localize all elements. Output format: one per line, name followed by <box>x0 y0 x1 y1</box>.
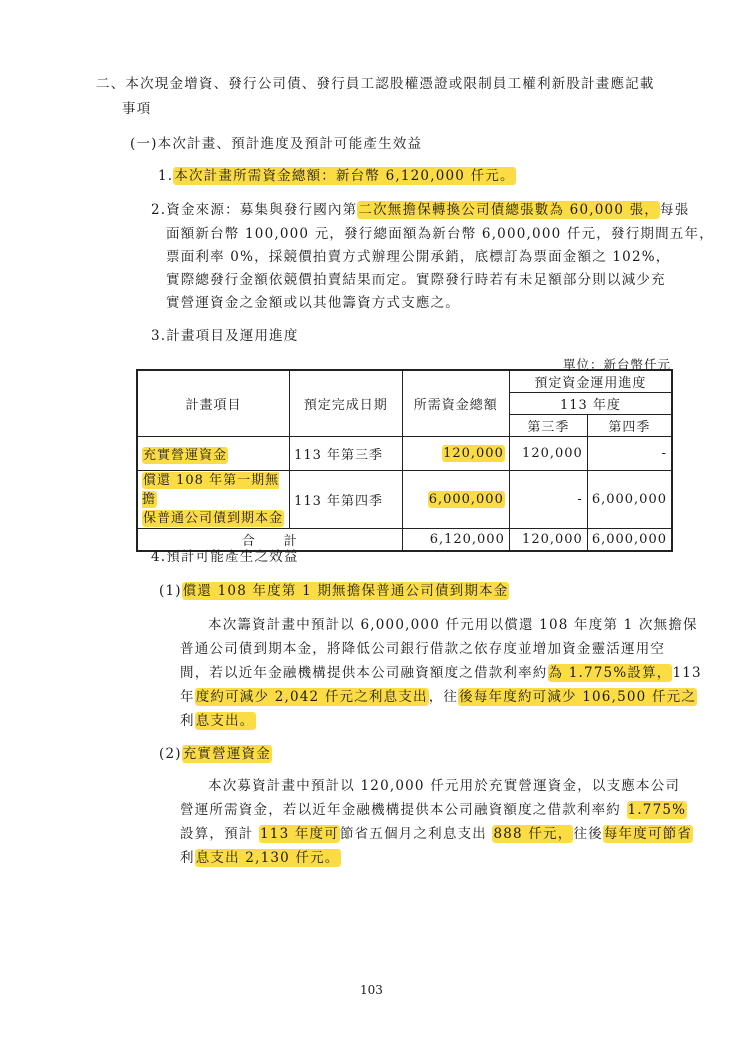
sub1-line4 <box>180 685 697 705</box>
cell-item <box>137 437 290 471</box>
sub1-highlight: 度約可減少 2,042 仟元之利息支出 <box>195 689 428 705</box>
sub1-text: 利 <box>180 713 195 729</box>
sub1-highlight: 後每年度約可減少 106,500 仟元之 <box>459 689 697 705</box>
header-item: 計畫項目 <box>137 370 290 437</box>
cell-date: 113 年第四季 <box>290 471 402 529</box>
header-q3: 第三季 <box>509 415 587 437</box>
sub1-highlight: 息支出。 <box>195 713 255 729</box>
cell-q3: 120,000 <box>509 437 587 471</box>
header-year: 113 年度 <box>509 393 672 415</box>
sub2-num: (2) <box>159 746 182 762</box>
cell-total-text: 6,000,000 <box>428 492 504 507</box>
header-total: 所需資金總額 <box>402 370 509 437</box>
cell-date: 113 年第三季 <box>290 437 402 471</box>
sub1-num: (1) <box>159 583 182 599</box>
item2-line5: 實營運資金之金額或以其他籌資方式支應之。 <box>166 295 460 311</box>
section-heading-line1: 二、本次現金增資、發行公司債、發行員工認股權憑證或限制員工權利新股計畫應記載 <box>96 76 655 92</box>
item3-title: 3.計畫項目及運用進度 <box>151 328 299 344</box>
sub1-line2: 普通公司債到期本金，將降低公司銀行借款之依存度並增加資金靈活運用空 <box>180 641 666 657</box>
page-number: 103 <box>360 983 383 997</box>
section-heading-line2: 事項 <box>122 101 152 117</box>
item2-line2: 面額新台幣 100,000 元，發行總面額為新台幣 6,000,000 仟元，發行期間五年， <box>166 226 714 242</box>
sub1-line5 <box>180 709 256 729</box>
sub1-line3 <box>180 661 702 681</box>
sub2-title-line <box>159 742 272 762</box>
plan-table <box>136 369 673 552</box>
sub2-text: 設算，預計 <box>180 826 259 842</box>
table-row <box>137 437 672 471</box>
cell-total <box>402 471 509 529</box>
sub1-text: 113 <box>672 665 702 681</box>
item1-num: 1. <box>158 168 174 184</box>
sub2-text: 營運所需資金，若以近年金融機構提供本公司融資額度之借款利率約 <box>180 802 627 818</box>
sub2-highlight: 每年度可節省 <box>603 826 693 842</box>
sub1-text: 年 <box>180 689 195 705</box>
total-q4: 6,000,000 <box>587 529 672 552</box>
sub2-line1: 本次募資計畫中預計以 120,000 仟元用於充實營運資金，以支應本公司 <box>208 778 681 794</box>
total-q3: 120,000 <box>509 529 587 552</box>
header-progress: 預定資金運用進度 <box>509 370 672 393</box>
sub1-text: ，往 <box>428 689 459 705</box>
total-amount: 6,120,000 <box>402 529 509 552</box>
item4-title: 4.預計可能產生之效益 <box>151 549 299 565</box>
table-row <box>137 471 672 529</box>
total-label: 合 計 <box>137 529 402 552</box>
sub2-title: 充實營運資金 <box>182 746 271 762</box>
cell-q3: - <box>509 471 587 529</box>
sub2-line2 <box>180 798 687 818</box>
cell-total-text: 120,000 <box>443 446 504 461</box>
cell-item-text-line2: 保普通公司債到期本金 <box>143 511 284 526</box>
sub1-line1: 本次籌資計畫中預計以 6,000,000 仟元用以償還 108 年度第 1 次無擔保 <box>208 617 698 633</box>
item1 <box>158 164 516 184</box>
cell-item <box>137 471 290 529</box>
sub1-title: 償還 108 年度第 1 期無擔保普通公司債到期本金 <box>182 583 509 599</box>
item2-line3: 票面利率 0%，採競價拍賣方式辦理公開承銷，底標訂為票面金額之 102%， <box>166 249 671 265</box>
sub2-text: 往後 <box>573 826 603 842</box>
cell-item-text: 償還 108 年第一期無擔 <box>142 473 280 507</box>
item2-line4: 實際總發行金額依競價拍賣結果而定。實際發行時若有未足額部分則以減少充 <box>166 272 666 288</box>
table-header-row <box>137 370 672 393</box>
sub1-text: 間，若以近年金融機構提供本公司融資額度之借款利率約 <box>180 665 548 681</box>
cell-q4: 6,000,000 <box>587 471 672 529</box>
cell-total <box>402 437 509 471</box>
item1-highlight: 本次計畫所需資金總額：新台幣 6,120,000 仟元。 <box>174 168 515 184</box>
subheading: (一)本次計畫、預計進度及預計可能產生效益 <box>130 136 423 152</box>
item2-text: 2.資金來源：募集與發行國內第 <box>151 202 358 218</box>
cell-item-text: 充實營運資金 <box>143 448 228 463</box>
unit-label: 單位：新台幣仟元 <box>563 357 672 372</box>
sub2-highlight: 888 仟元， <box>493 826 573 842</box>
sub2-highlight: 1.775% <box>627 802 687 818</box>
item2-highlight: 二次無擔保轉換公司債總張數為 60,000 張， <box>358 202 660 218</box>
sub2-highlight: 113 年度可 <box>260 826 339 842</box>
sub2-text: 利 <box>180 850 195 866</box>
sub2-line3 <box>180 822 693 842</box>
cell-q4: - <box>587 437 672 471</box>
header-date: 預定完成日期 <box>290 370 402 437</box>
item2-text: 每張 <box>660 202 690 218</box>
item2-line1 <box>151 198 689 218</box>
sub2-line4 <box>180 846 341 866</box>
sub2-highlight: 息支出 2,130 仟元。 <box>195 850 340 866</box>
sub2-text: 節省五個月之利息支出 <box>339 826 493 842</box>
sub1-title-line <box>159 579 509 599</box>
header-q4: 第四季 <box>587 415 672 437</box>
sub1-highlight: 為 1.775%設算， <box>548 665 672 681</box>
